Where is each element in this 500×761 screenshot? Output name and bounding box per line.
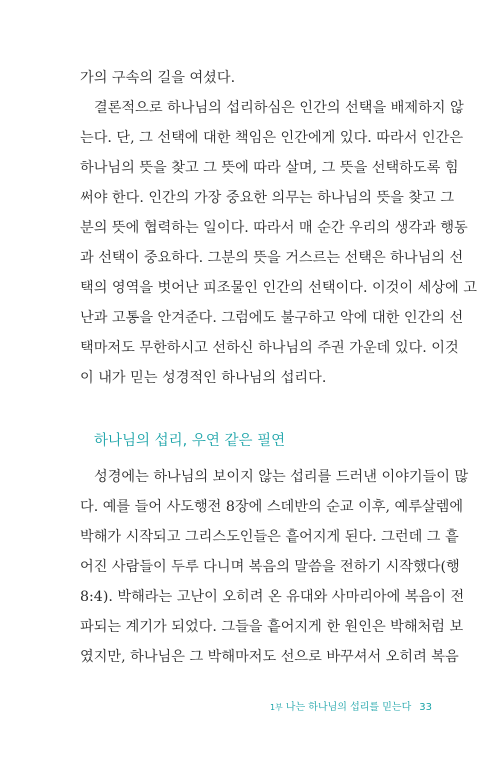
text-line: 박해가 시작되고 그리스도인들은 흩어지게 된다. 그런데 그 흩 [80, 529, 459, 545]
page-number: 33 [419, 702, 432, 713]
text-line: 택마저도 무한하시고 선하신 하나님의 주권 가운데 있다. 이것 [80, 340, 459, 356]
footer-book-title: 나는 하나님의 섭리를 믿는다 [285, 702, 412, 713]
text-line: 하나님의 뜻을 찾고 그 뜻에 따라 살며, 그 뜻을 선택하도록 힘 [80, 160, 459, 176]
text-line: 택의 영역을 벗어난 피조물인 인간의 선택이다. 이것이 세상에 고 [80, 280, 477, 296]
section-heading: 하나님의 섭리, 우연 같은 필연 [94, 433, 286, 449]
text-line: 결론적으로 하나님의 섭리하심은 인간의 선택을 배제하지 않 [94, 100, 464, 116]
footer-part-label: 1부 [269, 703, 283, 712]
text-line: 이 내가 믿는 성경적인 하나님의 섭리다. [80, 370, 327, 386]
text-line: 파되는 계기가 되었다. 그들을 흩어지게 한 원인은 박해처럼 보 [80, 619, 464, 635]
text-line: 써야 한다. 인간의 가장 중요한 의무는 하나님의 뜻을 찾고 그 [80, 190, 455, 206]
text-line: 8:4). 박해라는 고난이 오히려 온 유대와 사마리아에 복음이 전 [80, 589, 465, 605]
text-line: 어진 사람들이 두루 다니며 복음의 말씀을 전하기 시작했다(행 [80, 559, 460, 575]
text-line: 다. 예를 들어 사도행전 8장에 스데반의 순교 이후, 예루살렘에 [80, 499, 464, 515]
text-line: 는다. 단, 그 선택에 대한 책임은 인간에게 있다. 따라서 인간은 [80, 130, 464, 146]
text-line: 가의 구속의 길을 여셨다. [80, 70, 236, 86]
text-line: 과 선택이 중요하다. 그분의 뜻을 거스르는 선택은 하나님의 선 [80, 250, 464, 266]
text-line: 성경에는 하나님의 보이지 않는 섭리를 드러낸 이야기들이 많 [94, 469, 469, 485]
text-line: 였지만, 하나님은 그 박해마저도 선으로 바꾸셔서 오히려 복음 [80, 649, 459, 665]
text-line: 난과 고통을 안겨준다. 그럼에도 불구하고 악에 대한 인간의 선 [80, 310, 464, 326]
text-line: 분의 뜻에 협력하는 일이다. 따라서 매 순간 우리의 생각과 행동 [80, 220, 468, 236]
running-footer [270, 701, 432, 715]
